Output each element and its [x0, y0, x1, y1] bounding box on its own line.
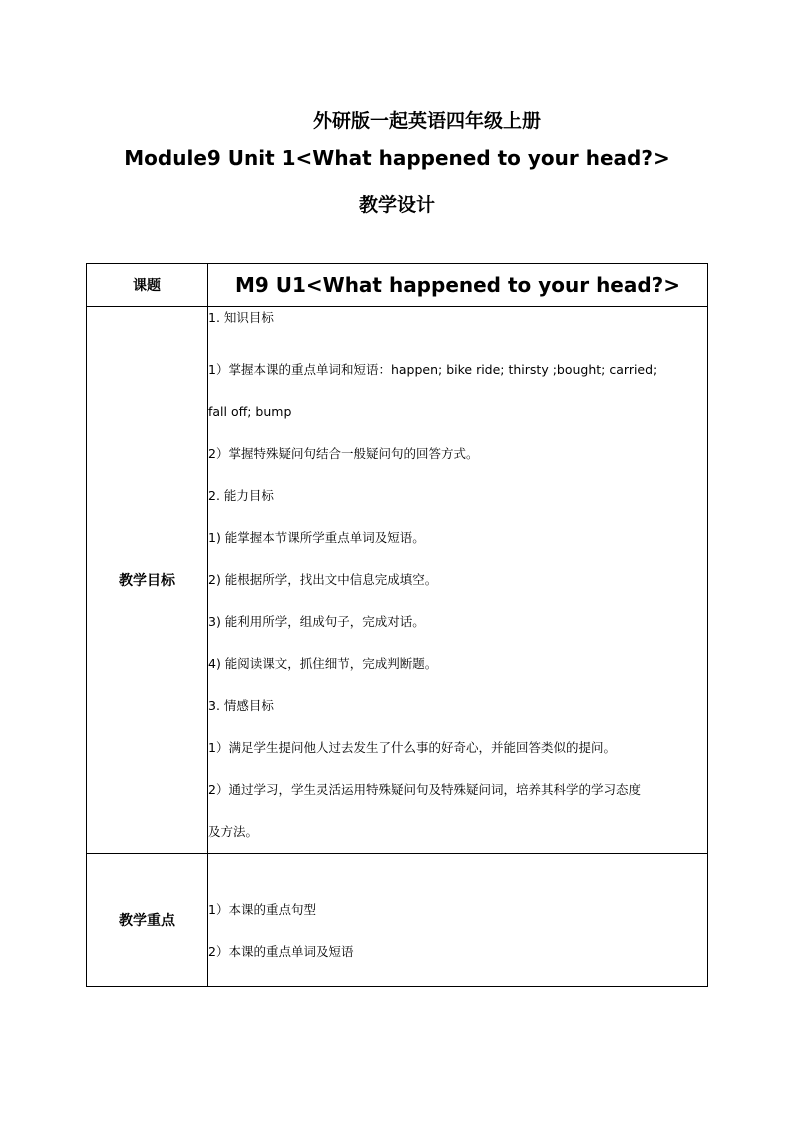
table-row-topic — [87, 264, 708, 307]
key-points-label: 教学重点 — [87, 854, 208, 987]
objective-line: fall off; bump — [208, 404, 292, 419]
table-row-key-points — [87, 854, 708, 987]
table-row-objectives — [87, 307, 708, 854]
key-points-content — [208, 854, 708, 987]
key-point-line: 2）本课的重点单词及短语 — [208, 944, 354, 959]
objective-line: 1. 知识目标 — [208, 310, 274, 325]
document-type-heading: 教学设计 — [358, 194, 435, 216]
document-title: 外研版一起英语四年级上册 — [312, 110, 541, 132]
objective-line: 1）掌握本课的重点单词和短语：happen; bike ride; thirsty ;bought; carried; — [208, 362, 658, 377]
objective-line: 及方法。 — [208, 824, 259, 839]
key-point-line: 1）本课的重点句型 — [208, 902, 316, 917]
objectives-label: 教学目标 — [87, 307, 208, 854]
objective-line: 3) 能利用所学，组成句子，完成对话。 — [208, 614, 425, 629]
objective-line: 1）满足学生提问他人过去发生了什么事的好奇心，并能回答类似的提问。 — [208, 740, 616, 755]
objective-line: 2) 能根据所学，找出文中信息完成填空。 — [208, 572, 438, 587]
document-subtitle: Module9 Unit 1<What happened to your head?> — [124, 146, 670, 170]
objective-line: 1) 能掌握本节课所学重点单词及短语。 — [208, 530, 425, 545]
topic-value: M9 U1<What happened to your head?> — [208, 264, 708, 307]
objectives-content — [208, 307, 708, 854]
objective-line: 3. 情感目标 — [208, 698, 274, 713]
objective-line: 2. 能力目标 — [208, 488, 274, 503]
topic-label: 课题 — [87, 264, 208, 307]
objective-line: 2）掌握特殊疑问句结合一般疑问句的回答方式。 — [208, 446, 479, 461]
objective-line: 4) 能阅读课文，抓住细节，完成判断题。 — [208, 656, 438, 671]
objective-line: 2）通过学习，学生灵活运用特殊疑问句及特殊疑问词，培养其科学的学习态度 — [208, 782, 641, 797]
lesson-plan-table — [86, 263, 708, 987]
